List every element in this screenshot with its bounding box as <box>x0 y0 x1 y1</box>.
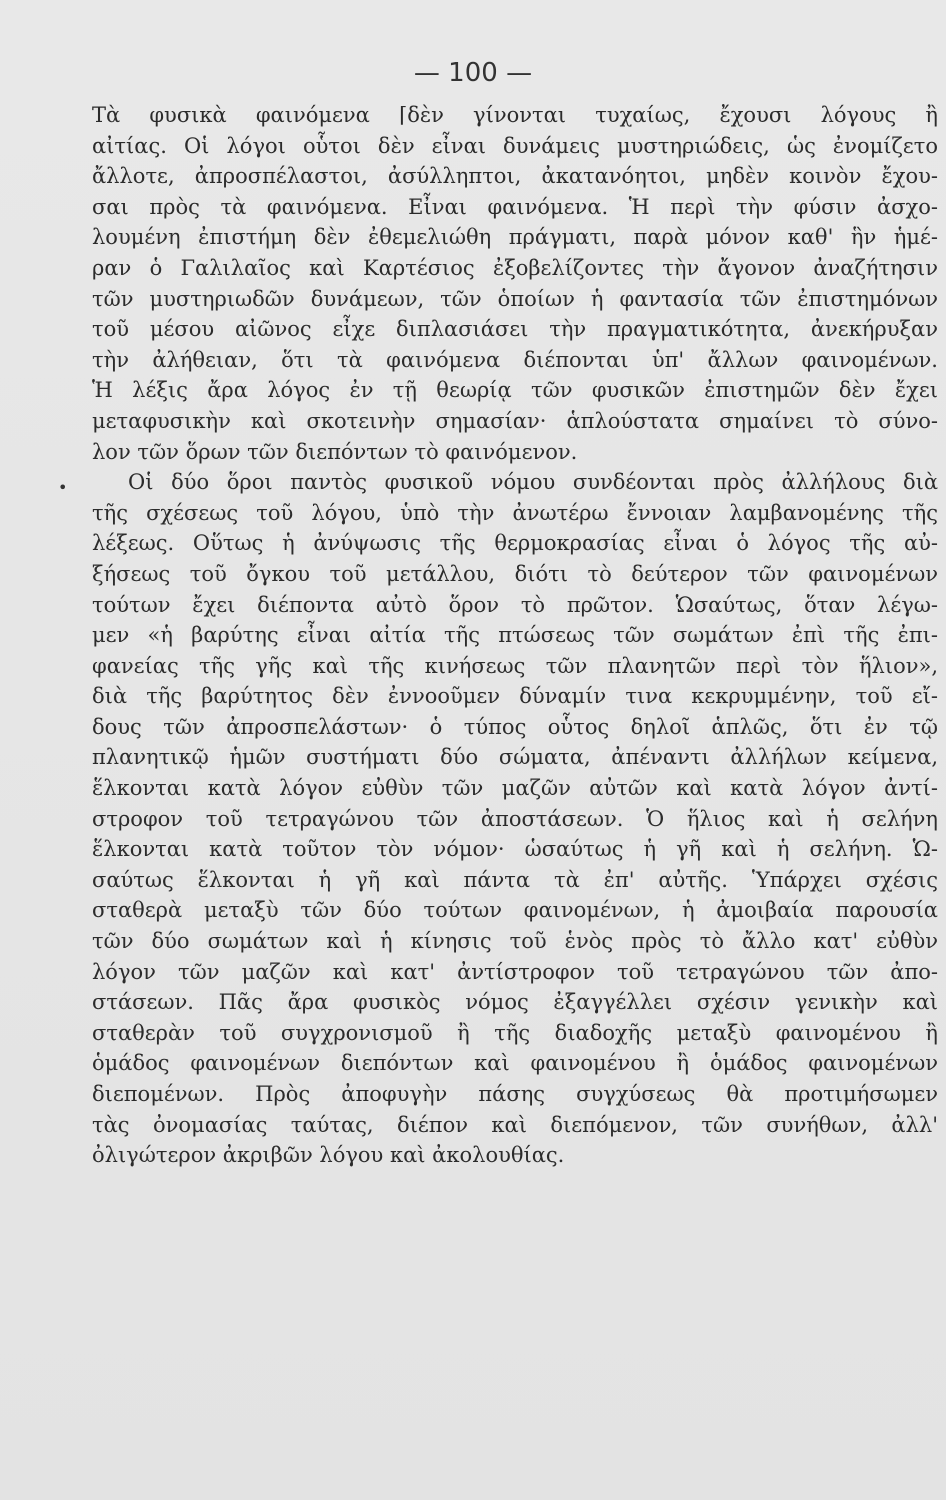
text-line: Οἱ δύο ὅροι παντὸς φυσικοῦ νόμου συνδέονται πρὸς ἀλλήλους διὰ <box>128 470 938 495</box>
text-line: δους τῶν ἀπροσπελάστων· ὁ τύπος οὗτος δηλοῖ ἁπλῶς, ὅτι ἐν τῷ <box>92 714 938 739</box>
text-line: τὴν ἀλήθειαν, ὅτι τὰ φαινόμενα διέπονται ὑπ' ἄλλων φαινομένων. <box>92 347 938 372</box>
page-number: — 100 — <box>413 58 533 88</box>
text-line: λουμένη ἐπιστήμη δὲν ἐθεμελιώθη πράγματι, παρὰ μόνον καθ' ἣν ἡμέ- <box>92 225 938 250</box>
text-line: ἕλκονται κατὰ τοῦτον τὸν νόμον· ὡσαύτως ἡ γῆ καὶ ἡ σελήνη. Ὡ- <box>92 837 938 862</box>
text-line: τῶν μυστηριωδῶν δυνάμεων, τῶν ὁποίων ἡ φαντασία τῶν ἐπιστημόνων <box>92 286 938 311</box>
text-line: ραν ὁ Γαλιλαῖος καὶ Καρτέσιος ἐξοβελίζοντες τὴν ἄγονον ἀναζήτησιν <box>92 255 938 280</box>
body-text <box>92 100 938 1171</box>
text-line: Ἡ λέξις ἄρα λόγος ἐν τῇ θεωρίᾳ τῶν φυσικῶν ἐπιστημῶν δὲν ἔχει <box>92 378 938 403</box>
text-line: λέξεως. Οὕτως ἡ ἀνύψωσις τῆς θερμοκρασίας εἶναι ὁ λόγος τῆς αὐ- <box>92 531 938 556</box>
text-line: τῶν δύο σωμάτων καὶ ἡ κίνησις τοῦ ἑνὸς πρὸς τὸ ἄλλο κατ' εὐθὺν <box>92 929 938 954</box>
text-line: ὀλιγώτερον ἀκριβῶν λόγου καὶ ἀκολουθίας. <box>92 1143 565 1168</box>
text-line: τοῦ μέσου αἰῶνος εἶχε διπλασιάσει τὴν πραγματικότητα, ἀνεκήρυξαν <box>92 317 938 342</box>
text-line: λόγον τῶν μαζῶν καὶ κατ' ἀντίστροφον τοῦ τετραγώνου τῶν ἀπο- <box>92 959 938 984</box>
text-line: ἕλκονται κατὰ λόγον εὐθὺν τῶν μαζῶν αὐτῶν καὶ κατὰ λόγον ἀντί- <box>92 776 938 801</box>
text-line: σαι πρὸς τὰ φαινόμενα. Εἶναι φαινόμενα. Ἡ περὶ τὴν φύσιν ἀσχο- <box>92 194 938 219</box>
text-line: λον τῶν ὅρων τῶν διεπόντων τὸ φαινόμενον. <box>92 439 578 464</box>
text-line: μεταφυσικὴν καὶ σκοτεινὴν σημασίαν· ἁπλούστατα σημαίνει τὸ σύνο- <box>92 408 938 433</box>
text-line: αἰτίας. Οἱ λόγοι οὗτοι δὲν εἶναι δυνάμεις μυστηριώδεις, ὡς ἐνομίζετο <box>92 133 938 158</box>
text-line: στάσεων. Πᾶς ἄρα φυσικὸς νόμος ἐξαγγέλλει σχέσιν γενικὴν καὶ <box>92 990 938 1015</box>
text-line: τῆς σχέσεως τοῦ λόγου, ὑπὸ τὴν ἀνωτέρω ἔννοιαν λαμβανομένης τῆς <box>92 500 938 525</box>
text-line: μεν «ἡ βαρύτης εἶναι αἰτία τῆς πτώσεως τῶν σωμάτων ἐπὶ τῆς ἐπι- <box>92 623 938 648</box>
text-line: Τὰ φυσικὰ φαινόμενα ⌈δὲν γίνονται τυχαίως, ἔχουσι λόγους ἢ <box>92 103 938 127</box>
margin-mark: • <box>58 478 68 497</box>
text-line: στροφον τοῦ τετραγώνου τῶν ἀποστάσεων. Ὁ ἥλιος καὶ ἡ σελήνη <box>92 806 938 831</box>
text-line: σταθερὰ μεταξὺ τῶν δύο τούτων φαινομένων, ἡ ἀμοιβαία παρουσία <box>92 898 938 923</box>
text-line: ἄλλοτε, ἀπροσπέλαστοι, ἀσύλληπτοι, ἀκατανόητοι, μηδὲν κοινὸν ἔχου- <box>92 164 938 189</box>
text-line: διεπομένων. Πρὸς ἀποφυγὴν πάσης συγχύσεως θὰ προτιμήσωμεν <box>92 1082 938 1106</box>
text-line: τούτων ἔχει διέποντα αὐτὸ ὅρον τὸ πρῶτον. Ὡσαύτως, ὅταν λέγω- <box>92 592 938 617</box>
text-line: ὁμάδος φαινομένων διεπόντων καὶ φαινομένου ἢ ὁμάδος φαινομένων <box>92 1051 938 1076</box>
text-line: ξήσεως τοῦ ὄγκου τοῦ μετάλλου, διότι τὸ δεύτερον τῶν φαινομένων <box>92 561 938 586</box>
text-line: πλανητικῷ ἡμῶν συστήματι δύο σώματα, ἀπέναντι ἀλλήλων κείμενα, <box>92 745 938 770</box>
text-line: σαύτως ἕλκονται ἡ γῆ καὶ πάντα τὰ ἐπ' αὐτῆς. Ὑπάρχει σχέσις <box>92 867 938 892</box>
text-line: τὰς ὀνομασίας ταύτας, διέπον καὶ διεπόμενον, τῶν συνήθων, ἀλλ' <box>92 1112 938 1137</box>
text-line: φανείας τῆς γῆς καὶ τῆς κινήσεως τῶν πλανητῶν περὶ τὸν ἥλιον», <box>92 653 938 678</box>
text-line: σταθερὰν τοῦ συγχρονισμοῦ ἢ τῆς διαδοχῆς μεταξὺ φαινομένου ἢ <box>92 1020 938 1045</box>
text-line: διὰ τῆς βαρύτητος δὲν ἐννοοῦμεν δύναμίν τινα κεκρυμμένην, τοῦ εἴ- <box>92 684 938 709</box>
